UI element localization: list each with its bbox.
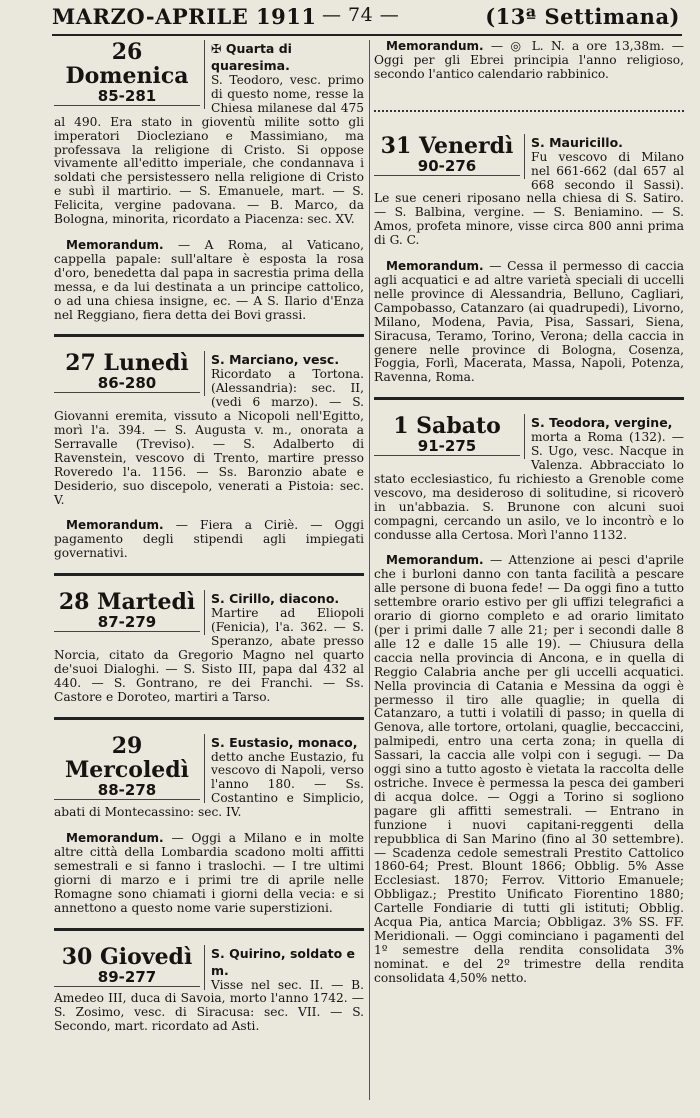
entry-text: Martire ad Eliopoli (Fenicia), l'a. 362. — S. Speranzo, abate presso Norcia, citato da Gregorio Magno nel quarto de'suoi Dialoghi. — S. Sisto III, papa dal 432 al 440. — S. Gontrano, re dei Franchi. — Ss. Castore e Doroteo, martiri a Tarso. bbox=[54, 606, 364, 704]
memo-label: Memorandum. bbox=[66, 831, 164, 846]
day-entry-28 bbox=[54, 590, 364, 704]
entry-separator bbox=[54, 334, 364, 337]
page-number: — 74 — bbox=[322, 4, 400, 26]
day-box bbox=[54, 734, 205, 803]
right-column bbox=[374, 40, 684, 998]
day-box bbox=[374, 414, 525, 459]
day-entry-26 bbox=[54, 40, 364, 322]
page-header bbox=[52, 4, 680, 32]
day-box bbox=[374, 134, 525, 179]
saint-name: S. Mauricillo. bbox=[531, 134, 623, 150]
day-number: 89-277 bbox=[54, 969, 200, 987]
memorandum bbox=[54, 239, 364, 322]
memo-text: — Fiera a Ciriè. — Oggi pagamento degli stipendi agli impiegati governativi. bbox=[54, 518, 365, 561]
column-divider bbox=[369, 40, 370, 1100]
entry-separator bbox=[374, 397, 684, 400]
memo-text: — A Roma, al Vaticano, cappella papale: sull'altare è esposta la rosa d'oro, benedetta dal papa in sacrestia prima della messa, e da lui destinata a un principe cattolico, o ad una chiesa insigne, ec. — A S. Ilario d'Enza nel Reggiano, fiera detta dei Bovi grassi. bbox=[54, 237, 364, 322]
memorandum bbox=[374, 260, 684, 385]
day-title: 1 Sabato bbox=[393, 413, 501, 440]
memo-label: Memorandum. bbox=[66, 237, 164, 252]
dotted-separator bbox=[374, 110, 684, 112]
day-box bbox=[54, 40, 205, 109]
entry-separator bbox=[54, 928, 364, 931]
day-number: 91-275 bbox=[374, 438, 520, 456]
memo-text: — Oggi a Milano e in molte altre città della Lombardia scadono molti affitti semestrali e si fanno i traslochi. — I tre ultimi giorni di marzo e i primi tre di aprile nelle Romagne sono chiamati i giorni della vecia: e si annettono a questo nome varie superstizioni. bbox=[54, 831, 365, 915]
memo-text: — Attenzione ai pesci d'aprile che i burloni danno con tanta facilità a pescare alle persone di buona fede! — Da oggi fino a tutto settembre orario estivo per gli uffizi telegrafici a orario di giorno completo e ad orario limitato (per i primi dalle 7 alle 21; per i secondi dalle 8 alle 12 e dalle 15 alle 19). — Chiusura della caccia nella provincia di Ancona, e in quella di Reggio Calabria anche per gli uccelli acquatici. Nella provincia di Catania e Messina da oggi è permesso il tiro alle quaglie; in quella di Catanzaro, a tutti i volatili di passo; in quella di Genova, alle tortore, ortolani, quaglie, beccaccini, palmipedi, entro una certa zona; in quella di Sassari, la caccia alle volpi con i segugi. — Da oggi sino a tutto agosto è vietata la raccolta delle ostriche. Invece è permessa la pesca dei gamberi di acqua dolce. — Oggi a Torino si sogliono pagare gli affitti semestrali. — Entrano in funzione i nuovi capitani-reggenti della repubblica di San Marino (fino al 30 settembre). — Scadenza cedole semestrali Prestito Cattolico 1860-64; Prest. Blount 1866; Obblig. 5% Asse Ecclesiast. 1870; Ferrov. Vittorio Emanuele; Obbligaz.; Prestito Unificato Fiorentino 1880; Cartelle Fondiarie di tutti gli istituti; Obblig. Acqua Pia, antica Marcia; Obbligaz. 3% SS. FF. Meridionali. — Oggi cominciano i pagamenti del 1º semestre della rendita consolidata 3% nominat. e del 2º trimestre della rendita consolidata 4,50% netto. bbox=[374, 553, 684, 985]
saint-name: S. Quirino, soldato e m. bbox=[211, 945, 356, 978]
day-number: 87-279 bbox=[54, 614, 200, 632]
day-number: 85-281 bbox=[54, 88, 200, 106]
day-entry-29 bbox=[54, 734, 364, 916]
day-title: 29 Mercoledì bbox=[64, 732, 190, 783]
memorandum bbox=[374, 40, 684, 82]
entry-text: Fu vescovo di Milano nel 661-662 (dal 657 al 668 secondo il Sassi). Le sue ceneri riposano nella chiesa di S. Satiro. — S. Balbina, vergine. — S. Beniamino. — S. Amos, profeta minore, visse circa 800 anni prima di G. C. bbox=[374, 149, 684, 248]
day-entry-30 bbox=[54, 945, 364, 1035]
header-rule bbox=[52, 34, 682, 36]
memorandum bbox=[54, 832, 364, 915]
day-title: 26 Domenica bbox=[65, 39, 189, 89]
memo-text: — Cessa il permesso di caccia agli acquatici e ad altre varietà speciali di uccelli nelle province di Alessandria, Belluno, Cagliari, Campobasso, Catanzaro (ai quadrupedi), Livorno, Milano, Modena, Pavia, Pisa, Sassari, Siena, Siracusa, Teramo, Torino, Verona; della caccia in genere nelle province di Bologna, Cosenza, Foggia, Forlì, Macerata, Massa, Napoli, Potenza, Ravenna, Roma. bbox=[374, 259, 685, 385]
day-title: 30 Giovedì bbox=[61, 943, 193, 970]
entry-text: detto anche Eustazio, fu vescovo di Napoli, verso l'anno 180. — Ss. Costantino e Simplicio, abati di Montecassino: sec. IV. bbox=[54, 749, 364, 820]
memo-label: Memorandum. bbox=[386, 39, 484, 53]
day-number: 88-278 bbox=[54, 782, 200, 800]
day-box bbox=[54, 351, 205, 396]
day-title: 28 Martedì bbox=[58, 589, 196, 616]
day-entry-27 bbox=[54, 351, 364, 561]
header-week: (13ª Settimana) bbox=[485, 4, 680, 29]
saint-name: S. Marciano, vesc. bbox=[211, 352, 340, 368]
saint-name: S. Cirillo, diacono. bbox=[211, 591, 340, 607]
memorandum bbox=[374, 554, 684, 985]
entry-text: S. Teodoro, vesc. primo di questo nome, resse la Chiesa milanese dal 475 al 490. Era stato in gioventù milite sotto gli imperatori Diocleziano e Massimiano, ma professava la religione di Cristo. Si oppose vivamente all'editto imperiale, che condannava i soldati che persistessero nella religione di Cristo e subì il martirio. — S. Emanuele, mart. — S. Felicita, vergine padovana. — B. Marco, da Bologna, minorita, ricordato a Piacenza: sec. XV. bbox=[54, 73, 364, 227]
day-box bbox=[54, 945, 205, 990]
entry-text: Visse nel sec. II. — B. Amedeo III, duca di Savoia, morto l'anno 1742. — S. Zosimo, vesc. di Siracusa: sec. VII. — S. Secondo, mart. ricordato ad Asti. bbox=[54, 977, 364, 1034]
day-title: 31 Venerdì bbox=[380, 132, 514, 159]
entry-separator bbox=[54, 717, 364, 720]
day-number: 86-280 bbox=[54, 375, 200, 393]
header-months: MARZO-APRILE 1911 bbox=[52, 4, 317, 29]
entry-separator bbox=[54, 573, 364, 576]
memo-label: Memorandum. bbox=[386, 553, 484, 568]
memo-text: — ◎ L. N. a ore 13,38m. — Oggi per gli Ebrei principia l'anno religioso, secondo l'antico calendario rabbinico. bbox=[374, 39, 684, 81]
entry-text: morta a Roma (132). — S. Ugo, vesc. Nacque in Valenza. Abbracciato lo stato ecclesiastico, fu richiesto a Grenoble come vescovo, ma desideroso di solitudine, si ricoverò in un'abbazia. S. Brunone con alcuni suoi compagni, cercando un asilo, ve lo incontrò e lo condusse alla Certosa. Morì l'anno 1132. bbox=[374, 430, 684, 542]
saint-name: ✠ Quarta di quaresima. bbox=[211, 41, 292, 73]
day-box bbox=[54, 590, 205, 635]
memo-label: Memorandum. bbox=[66, 518, 164, 533]
saint-name: S. Eustasio, monaco, bbox=[211, 734, 358, 750]
day-entry-1 bbox=[374, 414, 684, 985]
day-title: 27 Lunedì bbox=[65, 350, 189, 377]
saint-name: S. Teodora, vergine, bbox=[531, 415, 673, 431]
memo-label: Memorandum. bbox=[386, 259, 484, 274]
day-number: 90-276 bbox=[374, 158, 520, 176]
left-column bbox=[54, 40, 364, 1046]
entry-text: Ricordato a Tortona. (Alessandria): sec. II, (vedi 6 marzo). — S. Giovanni eremita, vissuto a Nicopoli nell'Egitto, morì l'a. 394. — S. Augusta v. m., onorata a Serravalle (Treviso). — S. Adalberto di Ravenstein, vescovo di Trento, martire presso Roveredo l'a. 1156. — Ss. Baronzio abate e Desiderio, suo discepolo, venerati a Pistoia: sec. V. bbox=[54, 367, 364, 507]
day-entry-31 bbox=[374, 134, 684, 386]
memorandum bbox=[54, 519, 364, 561]
